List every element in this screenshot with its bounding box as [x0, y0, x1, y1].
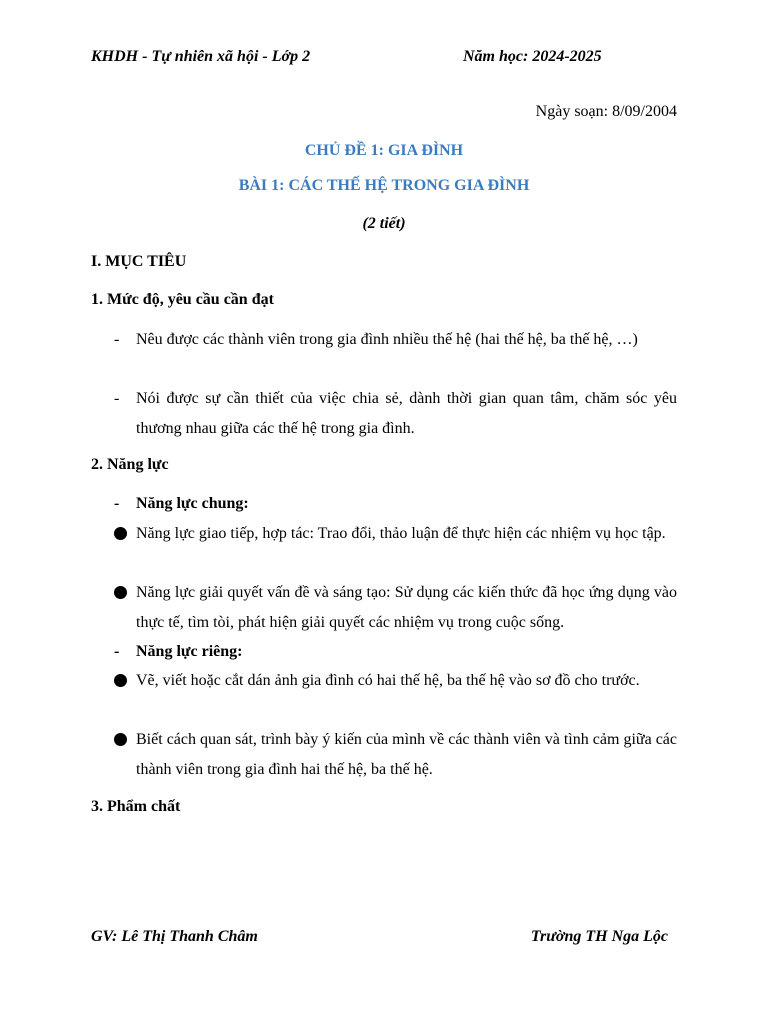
specific-competency-label-text: Năng lực riêng: — [136, 643, 243, 660]
specific-competency-label — [114, 637, 677, 667]
subsection-heading-qualities: 3. Phẩm chất — [91, 798, 181, 815]
dash-marker: - — [114, 495, 120, 512]
dash-marker: - — [114, 390, 120, 407]
bullet-dot-icon — [114, 586, 127, 599]
specific-competency-text: Vẽ, viết hoặc cắt dán ảnh gia đình có hai thế hệ, ba thế hệ vào sơ đồ cho trước. — [136, 672, 640, 689]
objective-item — [114, 384, 677, 443]
topic-title: CHỦ ĐỀ 1: GIA ĐÌNH — [304, 142, 464, 159]
lesson-periods: (2 tiết) — [362, 215, 406, 232]
subsection-heading-requirements: 1. Mức độ, yêu cầu cần đạt — [91, 291, 274, 308]
general-competency-text: Năng lực giải quyết vấn đề và sáng tạo: Sử dụng các kiến thức đã học ứng dụng vào thực tế, tìm tòi, phát hiện giải quyết các nhiệm vụ trong cuộc sống. — [136, 584, 677, 631]
preparation-date: Ngày soạn: 8/09/2004 — [535, 103, 677, 120]
footer-school: Trường TH Nga Lộc — [530, 928, 668, 945]
bullet-dot-icon — [114, 527, 127, 540]
section-heading-objectives: I. MỤC TIÊU — [91, 253, 187, 270]
general-competency-label — [114, 489, 677, 519]
specific-competency-text: Biết cách quan sát, trình bày ý kiến của mình về các thành viên và tình cảm giữa các thành viên trong gia đình hai thế hệ, ba thế hệ. — [136, 731, 677, 778]
header-subject: KHDH - Tự nhiên xã hội - Lớp 2 — [91, 48, 311, 65]
objective-item — [114, 325, 677, 355]
bullet-dot-icon — [114, 674, 127, 687]
lesson-title: BÀI 1: CÁC THẾ HỆ TRONG GIA ĐÌNH — [238, 177, 530, 194]
subsection-heading-competencies: 2. Năng lực — [91, 456, 169, 473]
general-competency-item — [114, 519, 677, 549]
general-competency-item — [114, 578, 677, 637]
header-school-year: Năm học: 2024-2025 — [463, 48, 602, 65]
specific-competency-item — [114, 666, 677, 696]
dash-marker: - — [114, 331, 120, 348]
dash-marker: - — [114, 643, 120, 660]
general-competency-text: Năng lực giao tiếp, hợp tác: Trao đổi, thảo luận để thực hiện các nhiệm vụ học tập. — [136, 525, 666, 542]
general-competency-label-text: Năng lực chung: — [136, 495, 249, 512]
bullet-dot-icon — [114, 733, 127, 746]
footer-teacher: GV: Lê Thị Thanh Châm — [91, 928, 258, 945]
specific-competency-item — [114, 725, 677, 784]
objective-text: Nêu được các thành viên trong gia đình nhiều thế hệ (hai thế hệ, ba thế hệ, …) — [136, 331, 638, 348]
objective-text: Nói được sự cần thiết của việc chia sẻ, dành thời gian quan tâm, chăm sóc yêu thương nhau giữa các thế hệ trong gia đình. — [136, 390, 677, 437]
